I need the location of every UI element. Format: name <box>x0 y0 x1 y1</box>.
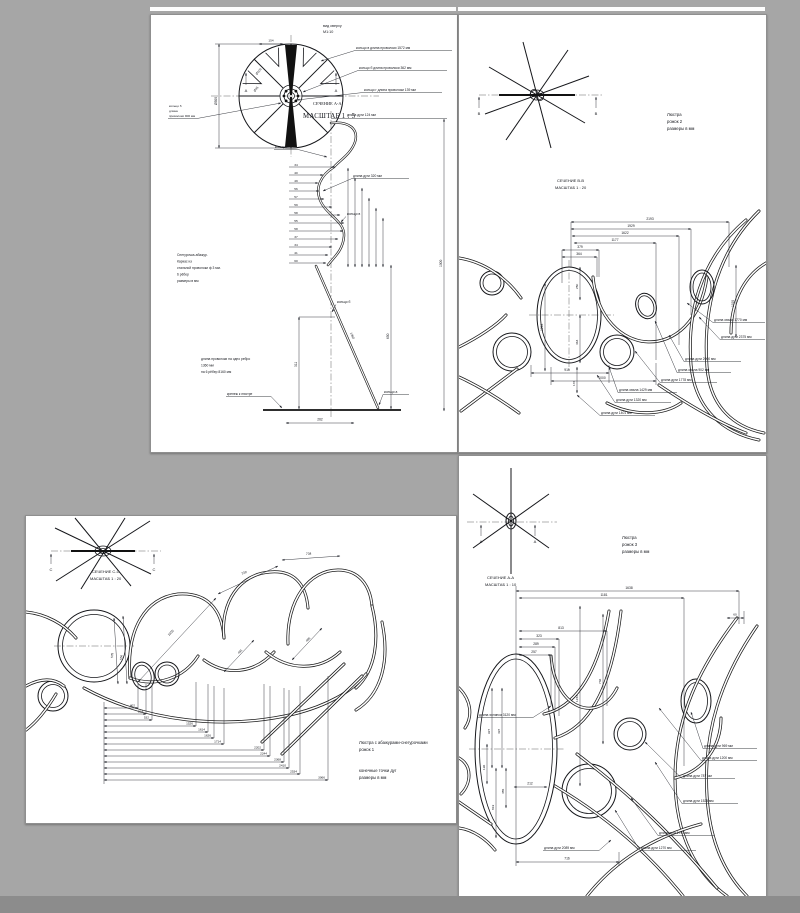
ellipse-length-label: длина эллипса 3120 мм <box>479 713 516 717</box>
rib-profile-view <box>226 111 447 423</box>
slant-dim: 734 <box>305 551 312 556</box>
leader-label: длина дуги 969 мм <box>704 744 733 748</box>
section-title: СЕЧЕНИЕ А-А <box>313 101 342 106</box>
bottom-bar <box>0 896 800 913</box>
note-line: конечные точки дуг <box>359 768 397 773</box>
inner-dim: 716 <box>564 856 570 861</box>
v-dim-left: 1263 <box>540 323 544 331</box>
note-line: Снегурочка-абажур. <box>177 253 208 257</box>
note-line: стальной проволоки ф 3 мм. <box>177 266 221 270</box>
dim-base: 262 <box>317 417 323 422</box>
top-view-scale: М1:10 <box>323 30 334 34</box>
dim-650: 650 <box>386 333 390 339</box>
ornament <box>26 570 385 754</box>
leader-label: длина дуги 1525 мм <box>683 799 714 803</box>
wheel-section-view <box>211 35 379 157</box>
dim-311: 311 <box>294 361 298 367</box>
section-letter-left: С <box>49 567 53 572</box>
scale-title: МАСШТАБ 1 : 20 <box>555 185 587 190</box>
arc-mid-label: длина дуги 320 мм <box>353 174 382 178</box>
ladder-dim: 2368 <box>274 757 281 762</box>
dim-small-dia: Ø45 <box>252 85 260 93</box>
section-cut-letter-left: А <box>244 88 248 93</box>
ring-b-note-2: длина <box>169 109 178 113</box>
dim-height: 1000 <box>439 259 443 267</box>
page-above-edge-right <box>458 7 765 11</box>
top-dim: 1181 <box>600 593 608 597</box>
dimensions <box>482 586 744 866</box>
circle-dim: 556 <box>119 654 124 661</box>
top-dim: 813 <box>558 626 564 630</box>
small-dim: 176 <box>572 380 576 386</box>
ladder-dim: 1626 <box>204 733 211 738</box>
slant-dim: 720 <box>240 570 248 576</box>
ladder-dim: 3066 <box>318 775 325 780</box>
sheet-rozhok-3 <box>458 455 767 897</box>
diag-dim: 491 <box>236 648 244 655</box>
diag-dim: 486 <box>304 636 312 643</box>
section-letter-right: С <box>152 567 156 572</box>
leg-length: 1360 <box>349 331 356 340</box>
top-dim: 1177 <box>611 238 619 242</box>
rib-dim: 58 <box>294 210 298 215</box>
rib-dim: 58 <box>294 226 298 231</box>
ladder-dim: 402 <box>129 703 135 708</box>
top-dim: 289 <box>533 642 539 646</box>
leader-label: длина дуги 2000 мм <box>685 357 716 361</box>
section-symbol <box>467 468 557 574</box>
ladder-dim: 2534 <box>290 769 297 774</box>
rib-dim: 59 <box>294 202 298 207</box>
rib-dim: 57 <box>294 194 298 199</box>
left-dim: 927 <box>487 728 491 734</box>
rib-dim: 34 <box>294 242 298 247</box>
top-dim: 2193 <box>646 217 654 221</box>
top-dim: 323 <box>536 634 542 638</box>
part-item: рожок 2 <box>667 119 683 124</box>
v-dim-right: 1100 <box>731 299 735 307</box>
ring-g-leader: кольцо г длина проволоки 139 мм <box>364 88 416 92</box>
ring-b-note-3: проволоки 900 мм <box>169 114 196 118</box>
wheel-labels <box>168 24 452 120</box>
rib-dim: 37 <box>294 234 298 239</box>
top-dim: 1638 <box>625 586 633 590</box>
ladder-dim: 2244 <box>260 751 267 756</box>
ring-g-label: кольцо г <box>275 145 288 149</box>
ring-b-note-1: кольцо б <box>169 104 182 108</box>
rib-dim: 60 <box>294 258 298 263</box>
inner-dim: 212 <box>527 781 533 786</box>
ladder-dim: 2202 <box>254 745 261 750</box>
ladder-dim: 532 <box>143 715 149 720</box>
ring-v-label: кольцо в <box>347 212 361 216</box>
leader-label: длина дуги 1320 мм <box>616 398 647 402</box>
leader-label: длина дуги 2375 мм <box>721 335 752 339</box>
leader-label: длина овала 902 мм <box>678 368 710 372</box>
small-dim: 463 <box>575 339 579 345</box>
sheet-rozhok-2 <box>458 14 767 453</box>
part-name: Люстра <box>622 535 637 540</box>
section-letter-right: В <box>594 111 598 116</box>
dim-inner-dia: Ø100 <box>254 67 263 76</box>
bottom-dim: 915 <box>564 368 570 372</box>
ring-b-label: кольцо б <box>337 300 351 304</box>
section-title: СЕЧЕНИЕ В-В <box>557 178 585 183</box>
ornament <box>459 211 766 440</box>
ornament <box>459 611 757 896</box>
part-units: размеры в мм <box>622 549 650 554</box>
left-dim: 196 <box>482 764 486 770</box>
section-letter-left: В <box>477 111 481 116</box>
page-above-edge-left <box>150 7 456 11</box>
arc-top-label: длина дуги 124 мм <box>347 113 376 117</box>
top-dim: 257 <box>531 650 537 654</box>
scale-title: МАСШТАБ 1 : 20 <box>90 576 122 581</box>
ladder-dim: 514 <box>137 709 143 714</box>
rib-dim: 49 <box>294 178 298 183</box>
sheet-snegurochka-frame <box>150 14 458 453</box>
dim-hub-width: 154 <box>268 38 274 43</box>
part-name: Люстра <box>667 112 682 117</box>
section-title: СЕЧЕНИЕ А-А <box>487 575 515 580</box>
page3-drawing <box>26 516 456 823</box>
left-dim: 497 <box>497 728 501 734</box>
part-item: рожок 3 <box>622 542 638 547</box>
ladder-dim: 2410 <box>279 763 286 768</box>
rib-dim: 40 <box>294 170 298 175</box>
wire-note-line: 1360 мм <box>201 363 214 368</box>
rib-dim: 56 <box>294 186 298 191</box>
scale-title: МАСШТАБ 1 : 10 <box>485 582 517 587</box>
scale-title: МАСШТАБ 1 : 5 <box>303 113 356 120</box>
note-line: 6 рёбер <box>177 272 189 277</box>
bottom-leader-label: длина дуги 2089 мм <box>544 846 575 850</box>
part-item: рожок 1 <box>359 747 375 752</box>
section-letter-right: А <box>533 539 537 544</box>
section-symbol <box>478 42 604 148</box>
dimensions <box>531 217 736 393</box>
top-dim: 364 <box>576 252 582 256</box>
section-letter-left: А <box>479 539 483 544</box>
leader-label: длина дуги 1270 мм <box>641 846 672 850</box>
leader-label: длина дуги 787 мм <box>683 774 712 778</box>
ladder-dim: 1526 <box>186 721 193 726</box>
notes-block <box>177 253 250 374</box>
ring-v-leader: кольцо в длина проволоки 1572 мм <box>356 46 411 50</box>
note-line: размеры в мм <box>177 279 199 283</box>
leader-label: длина овала 1770 мм <box>714 318 748 322</box>
bottom-dim: 1000 <box>598 376 606 380</box>
note-units: размеры в мм <box>359 775 387 780</box>
page2-drawing <box>459 15 766 452</box>
top-view-label: вид сверху <box>323 24 342 28</box>
ring-b-leader: кольцо б длина проволоки 362 мм <box>359 66 412 70</box>
wire-note-line: длина проволоки на одно ребро <box>201 357 251 361</box>
leader-label: длина дуги 1778 мм <box>661 378 692 382</box>
leader-label: длина овала 1429 мм <box>619 388 653 392</box>
top-dim: 60 <box>733 612 737 617</box>
small-dim: 250 <box>575 283 579 289</box>
wire-note-line: на 6 рёбер 8160 мм <box>201 370 232 374</box>
ladder-dim: 1614 <box>198 727 205 732</box>
page4-drawing <box>459 456 766 896</box>
slant-dim: 1155 <box>166 628 175 637</box>
left-dim: 455 <box>501 788 505 794</box>
ring-a-label: кольцо а <box>384 390 398 394</box>
leader-label: длина дуги 1200 мм <box>702 756 733 760</box>
note-line: Каркас из <box>177 259 192 264</box>
section-title: СЕЧЕНИЕ С-С <box>92 569 120 574</box>
rib-dim: 34 <box>294 162 298 167</box>
left-dim: 819 <box>491 804 495 810</box>
top-dim: 1929 <box>627 224 635 228</box>
dim-diameter: Ø500 <box>214 96 218 105</box>
mid-dim: 736 <box>598 678 602 684</box>
rib-dim: 41 <box>294 250 298 255</box>
circle-dim: 578 <box>110 652 115 659</box>
mount-label: крепеж к люстре <box>227 392 253 396</box>
rib-dim: 55 <box>294 218 298 223</box>
wheel-dimensions <box>214 39 338 149</box>
part-units: размеры в мм <box>667 126 695 131</box>
leader-label: длина дуги 1791 мм <box>659 831 690 835</box>
top-dim: 379 <box>577 245 583 249</box>
mid-dim: 1233 <box>575 695 579 702</box>
ladder-dimensions <box>104 676 328 784</box>
top-dim: 1622 <box>621 231 629 235</box>
part-name: Люстра с абажурами-снегурочками <box>359 740 428 745</box>
section-cut-letter-right: А <box>334 88 338 93</box>
sheet-rozhok-1 <box>25 515 457 824</box>
page1-drawing <box>151 15 457 452</box>
leader-label: длина дуги 1401 мм <box>601 411 632 415</box>
ladder-dim: 1714 <box>214 739 221 744</box>
